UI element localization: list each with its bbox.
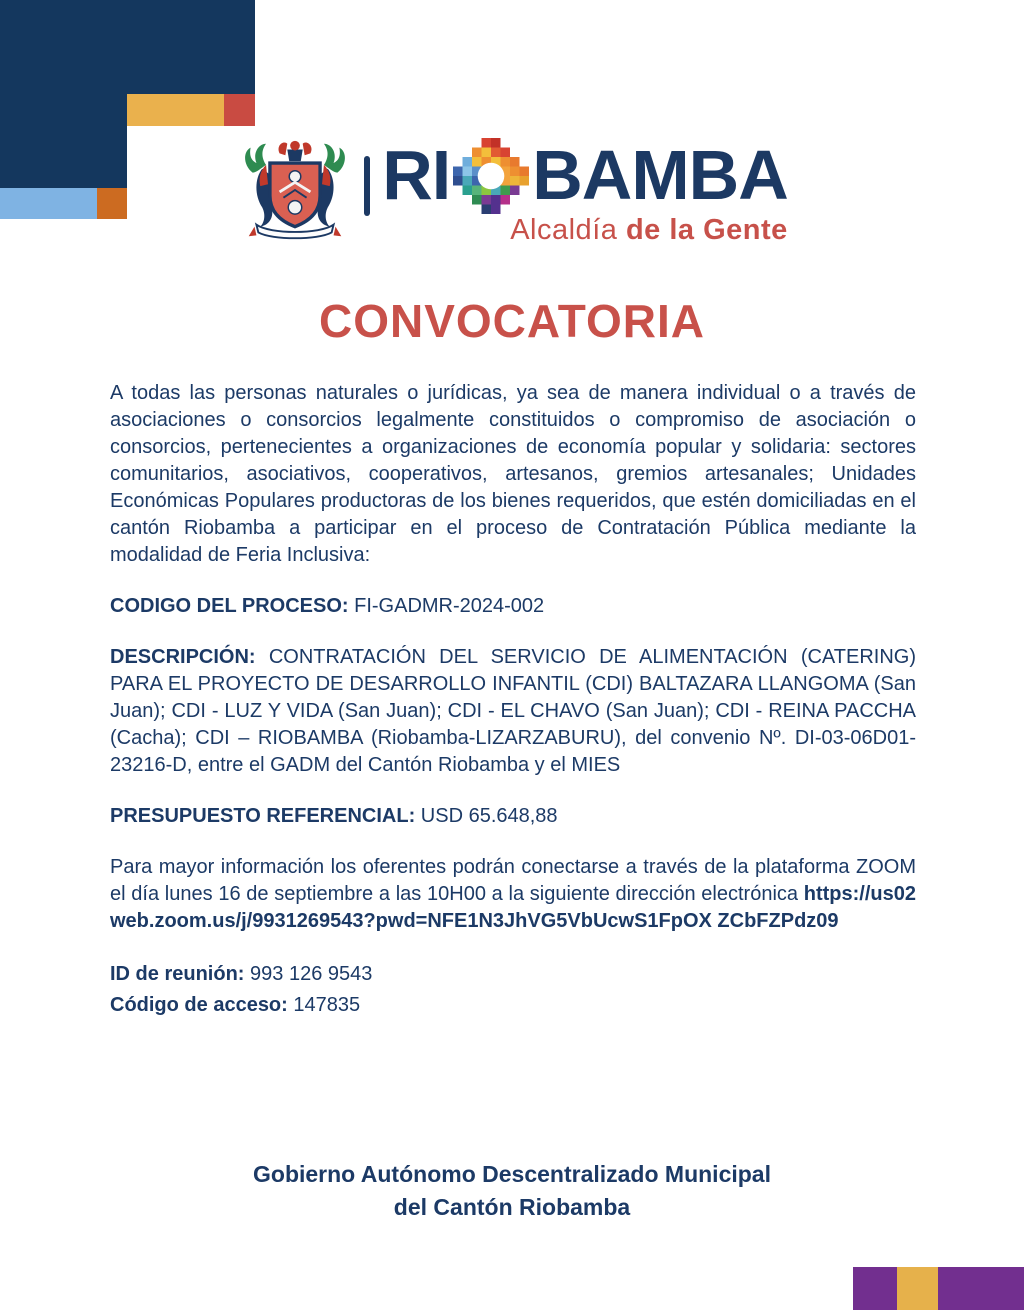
zoom-meeting-link[interactable]: https://us02web.zoom.us/j/9931269543?pwd=NFE1N3JhVG5VbUcwS1FpOX ZCbFZPdz09: [110, 883, 916, 932]
deco-top-left-navy-block: [0, 0, 255, 94]
footer-org-name: [0, 1158, 1024, 1224]
deco-top-red-square: [224, 94, 255, 126]
access-code-value: 147835: [293, 994, 361, 1016]
budget-line: [110, 803, 916, 830]
deco-bottom-purple-bar: [938, 1267, 1024, 1310]
meeting-text: Para mayor información los oferentes podrán conectarse a través de la plataforma ZOOM el día lunes 16 de septiembre a las 10H00 a la siguiente dirección electrónica: [110, 856, 916, 905]
budget-label: PRESUPUESTO REFERENCIAL:: [110, 805, 416, 827]
document-body: [110, 380, 916, 1045]
footer-line2: del Cantón Riobamba: [393, 1194, 631, 1220]
description-paragraph: [110, 644, 916, 779]
meeting-id-value: 993 126 9543: [250, 963, 373, 985]
riobamba-coat-of-arms-icon: [236, 136, 354, 244]
tagline-bold: de la Gente: [625, 214, 788, 246]
riobamba-wordmark: [382, 136, 788, 214]
logo-tagline: [510, 214, 788, 247]
description-value: CONTRATACIÓN DEL SERVICIO DE ALIMENTACIÓN (CATERING) PARA EL PROYECTO DE DESARROLLO INFANTIL (CDI) BALTAZARA LLANGOMA (San Juan); CDI - LUZ Y VIDA (San Juan); CDI - EL CHAVO (San Juan); CDI - REINA PACCHA (Cacha); CDI – RIOBAMBA (Riobamba-LIZARZABURU), del convenio Nº. DI-03-06D01-23216-D, entre el GADM del Cantón Riobamba y el MIES: [110, 646, 916, 776]
deco-bottom-gold-square: [897, 1267, 938, 1310]
deco-top-gold-bar: [127, 94, 224, 126]
riobamba-logo: [0, 136, 1024, 247]
budget-value: USD 65.648,88: [420, 805, 558, 827]
meeting-id-label: ID de reunión:: [110, 963, 245, 985]
intro-paragraph: A todas las personas naturales o jurídicas, ya sea de manera individual o a través de asociaciones o consorcios legalmente constituidos o compromiso de asociación o consorcios, pertenecientes a organizaciones de economía popular y solidaria: sectores comunitarios, asociativos, cooperativos, artesanos, gremios artesanales; Unidades Económicas Populares productoras de los bienes requeridos, que estén domiciliadas en el cantón Riobamba a participar en el proceso de Contratación Pública mediante la modalidad de Feria Inclusiva:: [110, 382, 916, 566]
chakana-icon: [453, 138, 529, 214]
description-label: DESCRIPCIÓN:: [110, 646, 256, 668]
footer-line1: Gobierno Autónomo Descentralizado Municipal: [253, 1161, 771, 1187]
process-code-value: FI-GADMR-2024-002: [354, 595, 545, 617]
page-title: CONVOCATORIA: [319, 295, 705, 347]
wordmark-prefix: RI: [382, 136, 451, 214]
deco-bottom-purple-square: [853, 1267, 897, 1310]
meeting-paragraph: [110, 854, 916, 935]
process-code-label: CODIGO DEL PROCESO:: [110, 595, 349, 617]
process-code-line: [110, 593, 916, 620]
meeting-credentials: [110, 959, 916, 1021]
wordmark-suffix: BAMBA: [532, 136, 788, 214]
access-code-label: Código de acceso:: [110, 994, 288, 1016]
tagline-light: Alcaldía: [510, 214, 626, 246]
logo-divider-bar: [364, 156, 370, 216]
